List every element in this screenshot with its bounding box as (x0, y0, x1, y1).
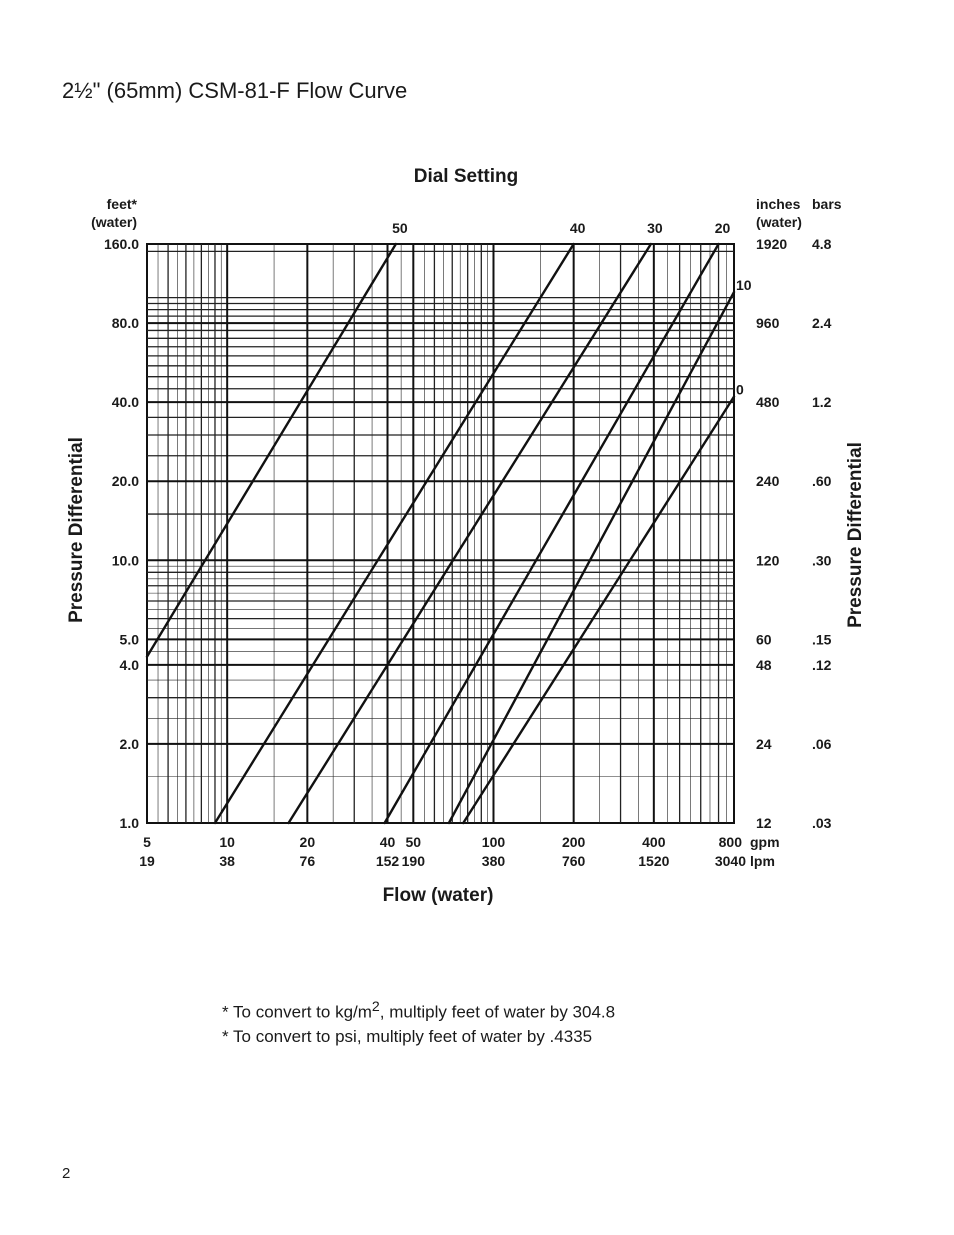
y-axis-label-left: Pressure Differential (66, 437, 87, 623)
dial-setting-label-40: 40 (569, 220, 586, 236)
y-tick-right-inches-label: 12 (756, 815, 772, 831)
y-tick-right-inches-label: 60 (756, 631, 772, 648)
y-tick-left-label: 4.0 (119, 656, 139, 673)
page-title: 2½" (65mm) CSM-81-F Flow Curve (62, 78, 408, 103)
x-tick-lpm-label: 152 (375, 853, 400, 869)
y-tick-right-bars-label: .03 (812, 815, 832, 831)
chart-series (147, 220, 752, 823)
y-tick-right-inches-label: 480 (756, 394, 780, 411)
dial-setting-label-50: 50 (392, 220, 408, 236)
x-unit-lpm: lpm (750, 853, 775, 869)
y-tick-left-label: 5.0 (119, 631, 139, 648)
x-tick-gpm-label: 50 (405, 834, 422, 850)
x-tick-lpm-label: 19 (139, 853, 155, 869)
y-tick-left-label: 10.0 (111, 552, 139, 569)
y-tick-left-label: 160.0 (103, 236, 139, 252)
y-tick-right-inches-label: 960 (756, 315, 780, 332)
y-tick-left-label: 80.0 (111, 315, 139, 332)
y-tick-right-inches-label: 1920 (756, 236, 788, 252)
x-tick-gpm-label: 40 (379, 834, 396, 850)
x-tick-lpm-label: 380 (481, 853, 506, 869)
x-tick-lpm-label: 38 (219, 853, 235, 869)
x-tick-lpm-label: 760 (561, 853, 586, 869)
x-tick-gpm-label: 5 (143, 834, 151, 850)
x-tick-lpm-label: 76 (299, 853, 316, 869)
y-tick-right-inches-label: 24 (756, 735, 772, 752)
dial-setting-label-30: 30 (647, 220, 663, 236)
y-tick-right-inches-label: 48 (756, 656, 772, 673)
footnote-psi: * To convert to psi, multiply feet of water by .4335 (222, 1026, 593, 1046)
y-tick-right-bars-label: .30 (812, 552, 832, 569)
y-tick-right-inches-label: 120 (756, 552, 780, 569)
x-tick-gpm-label: 400 (642, 834, 666, 850)
x-tick-gpm-label: 800 (718, 834, 742, 850)
dial-setting-label-0: 0 (736, 381, 744, 398)
dial-setting-line-50 (147, 244, 396, 657)
footnotes (222, 995, 615, 1049)
x-tick-gpm-label: 100 (481, 834, 506, 850)
x-tick-lpm-label: 1520 (638, 853, 670, 869)
page-number: 2 (62, 1165, 71, 1182)
y-tick-right-bars-label: 1.2 (812, 394, 832, 411)
y-tick-right-inches-label: 240 (756, 473, 780, 490)
y-tick-left-label: 40.0 (111, 394, 139, 411)
y-left-unit-line1: feet* (106, 196, 137, 212)
y-tick-right-bars-label: .60 (812, 473, 832, 490)
y-left-unit-line2: (water) (91, 214, 137, 230)
y-tick-left-label: 1.0 (119, 815, 139, 831)
x-tick-gpm-label: 10 (219, 834, 235, 850)
y-tick-right-bars-label: .15 (812, 631, 832, 648)
y-tick-right-bars-label: 2.4 (812, 315, 832, 332)
footnote-kg: * To convert to $kg/m^2$, multiply feet of water by 304.8 (222, 999, 616, 1022)
y-tick-right-bars-label: .12 (812, 656, 832, 673)
dial-setting-line-0 (463, 397, 734, 823)
x-tick-lpm-label: 3040 (714, 853, 746, 869)
x-tick-gpm-label: 20 (299, 834, 316, 850)
y-tick-left-label: 2.0 (119, 735, 139, 752)
y-right-inches-unit-line1: inches (756, 196, 801, 212)
y-tick-right-bars-label: .06 (812, 735, 832, 752)
dial-setting-label-20: 20 (714, 220, 731, 236)
dial-setting-label-10: 10 (736, 277, 752, 294)
y-axis-label-right: Pressure Differential (845, 442, 866, 628)
y-tick-left-label: 20.0 (111, 473, 139, 490)
x-unit-gpm: gpm (750, 834, 780, 850)
y-right-inches-unit-line2: (water) (756, 214, 802, 230)
y-right-bars-unit: bars (812, 196, 842, 212)
x-tick-gpm-label: 200 (561, 834, 586, 850)
x-axis-label: Flow (water) (382, 885, 494, 906)
x-tick-lpm-label: 190 (401, 853, 425, 869)
chart-title: Dial Setting (413, 166, 519, 187)
y-tick-right-bars-label: 4.8 (812, 236, 832, 252)
